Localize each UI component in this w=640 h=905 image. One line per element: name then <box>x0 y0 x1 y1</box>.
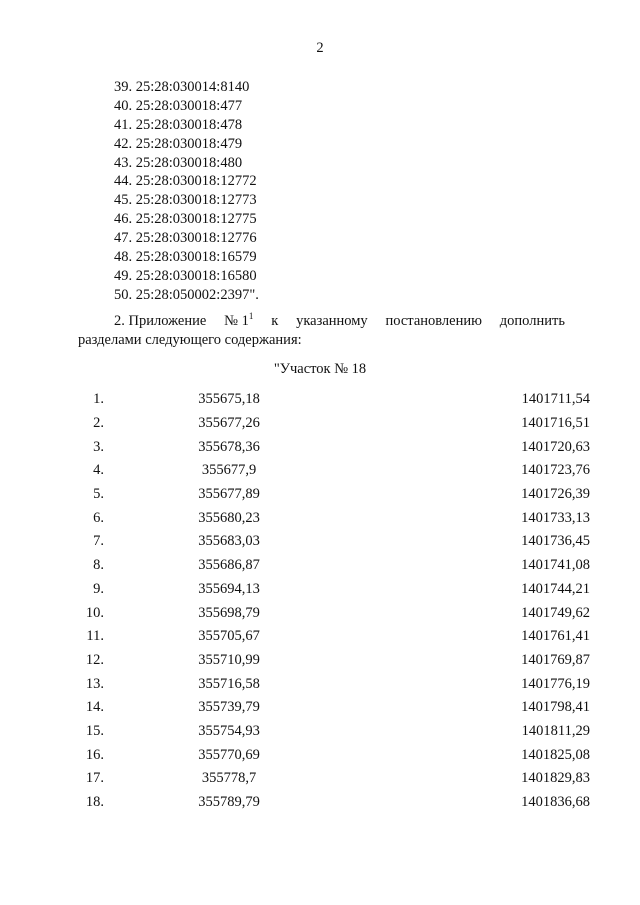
y-coordinate: 1401761,41 <box>521 628 590 645</box>
y-coordinate: 1401749,62 <box>521 604 590 621</box>
parcel-item: 40. 25:28:030018:477 <box>114 97 243 114</box>
point-number: 2. <box>93 415 104 432</box>
x-coordinate: 355677,89 <box>198 486 260 503</box>
spacer-cell <box>590 696 640 720</box>
spacer-cell <box>590 767 640 791</box>
x-coordinate: 355677,26 <box>198 415 260 432</box>
spacer-cell <box>590 459 640 483</box>
point-number: 18. <box>85 794 104 811</box>
y-coordinate: 1401769,87 <box>521 651 590 668</box>
paragraph-line-2: разделами следующего содержания: <box>78 332 302 348</box>
spacer-cell <box>590 720 640 744</box>
x-coordinate: 355789,79 <box>198 794 260 811</box>
x-coordinate: 355680,23 <box>198 509 260 526</box>
table-row <box>0 554 640 578</box>
point-number: 6. <box>93 509 104 526</box>
parcel-item: 41. 25:28:030018:478 <box>114 116 243 133</box>
parcel-item: 46. 25:28:030018:12775 <box>114 211 257 228</box>
table-row <box>0 388 640 412</box>
paragraph-word: 2. Приложение <box>114 313 207 329</box>
y-coordinate: 1401811,29 <box>521 722 590 739</box>
paragraph-word: дополнить <box>499 313 565 329</box>
paragraph-word: к <box>271 313 279 329</box>
spacer-cell <box>590 483 640 507</box>
parcel-item: 47. 25:28:030018:12776 <box>114 230 257 247</box>
y-coordinate: 1401825,08 <box>521 746 590 763</box>
table-row <box>0 578 640 602</box>
parcel-item: 45. 25:28:030018:12773 <box>114 192 257 209</box>
parcel-item: 44. 25:28:030018:12772 <box>114 173 257 190</box>
point-number: 4. <box>93 462 104 479</box>
y-coordinate: 1401711,54 <box>521 391 590 408</box>
x-coordinate: 355716,58 <box>198 675 260 692</box>
table-row <box>0 530 640 554</box>
point-number: 17. <box>85 770 104 787</box>
parcel-item: 39. 25:28:030014:8140 <box>114 79 250 95</box>
spacer-cell <box>590 435 640 459</box>
y-coordinate: 1401798,41 <box>521 699 590 716</box>
point-number: 3. <box>93 438 104 455</box>
parcel-list <box>114 78 259 305</box>
x-coordinate: 355739,79 <box>198 699 260 716</box>
spacer-cell <box>590 601 640 625</box>
point-number: 12. <box>85 651 104 668</box>
y-coordinate: 1401723,76 <box>521 462 590 479</box>
x-coordinate: 355698,79 <box>198 604 260 621</box>
x-coordinate: 355677,9 <box>201 462 257 479</box>
y-coordinate: 1401836,68 <box>521 794 590 811</box>
table-row <box>0 791 640 815</box>
paragraph-line-1 <box>78 312 565 331</box>
x-coordinate: 355694,13 <box>198 580 260 597</box>
point-number: 15. <box>85 722 104 739</box>
y-coordinate: 1401733,13 <box>521 509 590 526</box>
y-coordinate: 1401736,45 <box>521 533 590 550</box>
spacer-cell <box>590 412 640 436</box>
x-coordinate: 355710,99 <box>198 651 260 668</box>
table-row <box>0 459 640 483</box>
table-row <box>0 601 640 625</box>
point-number: 14. <box>85 699 104 716</box>
x-coordinate: 355683,03 <box>198 533 260 550</box>
y-coordinate: 1401829,83 <box>521 770 590 787</box>
point-number: 11. <box>86 628 104 645</box>
table-row <box>0 696 640 720</box>
paragraph-word: постановлению <box>385 313 482 329</box>
page-number: 2 <box>316 40 324 56</box>
spacer-cell <box>590 530 640 554</box>
paragraph-word: указанному <box>296 313 368 329</box>
table-row <box>0 412 640 436</box>
y-coordinate: 1401716,51 <box>521 415 590 432</box>
appendix-reference: № $1^1$ <box>224 311 254 329</box>
superscript: 1 <box>248 311 254 321</box>
point-number: 8. <box>93 557 104 574</box>
parcel-item: 42. 25:28:030018:479 <box>114 135 243 152</box>
table-row <box>0 435 640 459</box>
y-coordinate: 1401720,63 <box>521 438 590 455</box>
x-coordinate: 355705,67 <box>198 628 260 645</box>
spacer-cell <box>590 578 640 602</box>
table-row <box>0 743 640 767</box>
x-coordinate: 355778,7 <box>201 770 257 787</box>
table-row <box>0 625 640 649</box>
point-number: 13. <box>85 675 104 692</box>
table-row <box>0 720 640 744</box>
spacer-cell <box>590 743 640 767</box>
spacer-cell <box>590 388 640 412</box>
x-coordinate: 355754,93 <box>198 722 260 739</box>
spacer-cell <box>590 554 640 578</box>
y-coordinate: 1401776,19 <box>521 675 590 692</box>
spacer-cell <box>590 649 640 673</box>
amendment-paragraph <box>78 312 565 350</box>
spacer-cell <box>590 506 640 530</box>
x-coordinate: 355686,87 <box>198 557 260 574</box>
spacer-cell <box>590 672 640 696</box>
point-number: 7. <box>93 533 104 550</box>
y-coordinate: 1401726,39 <box>521 486 590 503</box>
point-number: 5. <box>93 486 104 503</box>
point-number: 16. <box>85 746 104 763</box>
x-coordinate: 355675,18 <box>198 391 260 408</box>
table-row <box>0 672 640 696</box>
spacer-cell <box>590 625 640 649</box>
table-row <box>0 483 640 507</box>
point-number: 1. <box>93 391 104 408</box>
point-number: 9. <box>93 580 104 597</box>
spacer-cell <box>590 791 640 815</box>
parcel-item: 48. 25:28:030018:16579 <box>114 249 257 266</box>
coordinates-table <box>0 388 640 814</box>
x-coordinate: 355678,36 <box>198 438 260 455</box>
section-title: "Участок № 18 <box>273 361 367 377</box>
parcel-item: 43. 25:28:030018:480 <box>114 154 243 171</box>
parcel-item: 49. 25:28:030018:16580 <box>114 267 257 284</box>
point-number: 10. <box>85 604 104 621</box>
table-row <box>0 506 640 530</box>
table-row <box>0 767 640 791</box>
table-row <box>0 649 640 673</box>
parcel-item: 50. 25:28:050002:2397". <box>114 286 259 303</box>
y-coordinate: 1401741,08 <box>521 557 590 574</box>
x-coordinate: 355770,69 <box>198 746 260 763</box>
y-coordinate: 1401744,21 <box>521 580 590 597</box>
